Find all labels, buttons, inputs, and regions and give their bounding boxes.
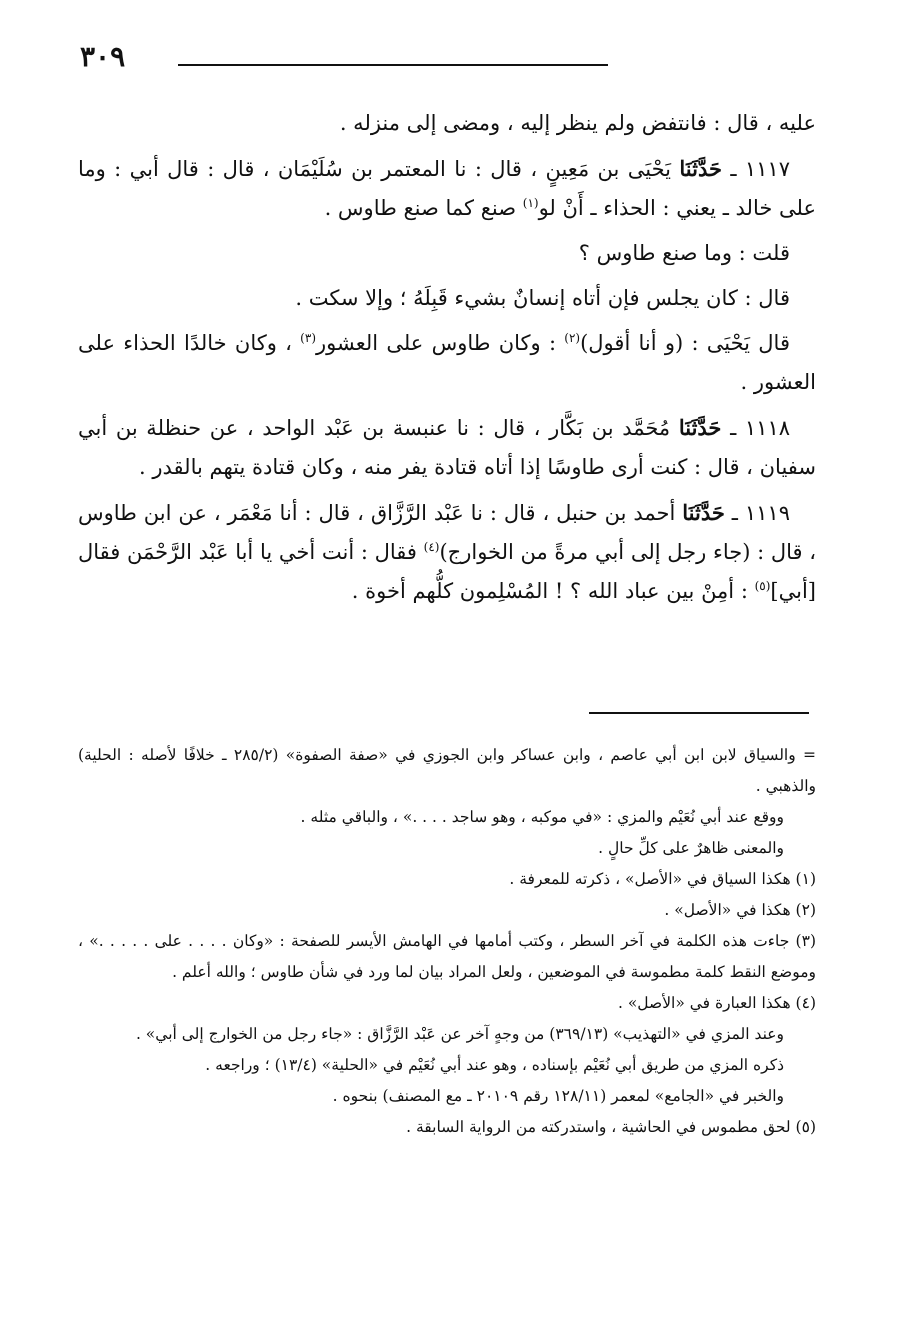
footnote-4-detail: والخبر في «الجامع» لمعمر (١٢٨/١١ رقم ٢٠١٠٩ ـ مع المصنف) بنحوه . — [332, 1087, 784, 1105]
hadith-line: قلت : وما صنع طاوس ؟ — [578, 241, 790, 265]
footnote-4-detail: وعند المزي في «التهذيب» (٣٦٩/١٣) من وجهٍ آخر عن عَبْد الرَّزَّاق : «جاء رجل من الخوارج إلى أبي» . — [135, 1025, 784, 1043]
hadith-number: ١١١٧ ـ — [730, 157, 790, 181]
hadith-text: فقال : أنت أخي يا أبا عَبْد الرَّحْمَن فقال [أبي] — [78, 540, 816, 603]
footnote-4-detail: ذكره المزي من طريق أبي نُعَيْم بإسناده ، وهو عند أبي نُعَيْم في «الحلية» (١٣/٤) ؛ وراجعه . — [205, 1056, 784, 1074]
footnote-continuation: ووقع عند أبي نُعَيْم والمزي : «في موكبه ، وهو ساجد . . . .» ، والباقي مثله . — [300, 808, 784, 826]
footnote-ref: (١) — [522, 196, 539, 210]
footnote-continuation: والمعنى ظاهرٌ على كلِّ حالٍ . — [598, 839, 784, 857]
hadith-text: مُحَمَّد بن بَكَّار ، قال : نا عنبسة بن عَبْد الواحد ، عن حنظلة بن أبي سفيان ، قال : كنت أرى طاوسًا إذا أتاه قتادة يفر منه ، وكان قتادة يتهم بالقدر . — [78, 416, 816, 479]
hadith-number: ١١١٩ ـ — [731, 501, 790, 525]
page-number: ٣٠٩ — [80, 40, 126, 73]
hadith-line: قال يَحْيَى : (و أنا أقول)$^{(٢)}$ : وكان طاوس على العشور$^{(٣)}$ ، وكان خالدًا الحذاء على العشور . — [78, 331, 816, 394]
hadith-number: ١١١٨ ـ — [730, 416, 791, 440]
hadith-1119 — [78, 493, 816, 611]
hadith-text: صنع كما صنع طاوس . — [324, 196, 517, 220]
footnotes — [78, 740, 816, 1143]
footnote-5: (٥) لحق مطموس في الحاشية ، واستدركته من الرواية السابقة . — [406, 1118, 816, 1136]
hadith-text: يَحْيَى بن مَعِينٍ ، قال : نا المعتمر بن سُلَيْمَان ، قال : قال أبي : وما على خالد ـ يعني : الحذاء ـ أَنْ لو — [78, 157, 816, 220]
paragraph-continuation: عليه ، قال : فانتفض ولم ينظر إليه ، ومضى إلى منزله . — [339, 111, 816, 135]
footnote-2: (٢) هكذا في «الأصل» . — [664, 901, 816, 919]
hadith-text: أحمد بن حنبل ، قال : نا عَبْد الرَّزَّاق ، قال : أنا مَعْمَر ، عن ابن طاوس ، قال : (جاء رجل إلى أبي مرةً من الخوارج) — [78, 501, 816, 564]
footnote-4: (٤) هكذا العبارة في «الأصل» . — [617, 994, 816, 1012]
footnote-ref: (٤) — [423, 540, 440, 554]
footnote-3: (٣) جاءت هذه الكلمة في آخر السطر ، وكتب أمامها في الهامش الأيسر للصفحة : «وكان . . . . على . . . . .» ، وموضع النقط كلمة مطموسة في الموضعين ، ولعل المراد بيان لما ورد في شأن طاوس ؛ والله أعلم . — [78, 932, 816, 981]
footnote-ref: (٢) — [564, 331, 581, 345]
hadith-opening: حَدَّثَنَا — [678, 415, 722, 440]
main-text — [78, 104, 816, 617]
hadith-text: : أمِنْ بين عباد الله ؟ ! المُسْلِمون كلُّهم أخوة . — [351, 579, 748, 603]
footnote-separator — [589, 712, 809, 714]
hadith-opening: حَدَّثَنَا — [682, 500, 725, 525]
hadith-line: قال : كان يجلس فإن أتاه إنسانٌ بشيء قَبِلَهُ ؛ وإلا سكت . — [295, 286, 790, 310]
hadith-opening: حَدَّثَنَا — [679, 156, 722, 181]
header-rule — [178, 64, 608, 66]
footnote-continuation: = والسياق لابن ابن أبي عاصم ، وابن عساكر وابن الجوزي في «صفة الصفوة» (٢٨٥/٢ ـ خلافًا لأصله : الحلية) والذهبي . — [78, 746, 816, 795]
footnote-ref: (٥) — [754, 579, 771, 593]
footnote-ref: (٣) — [300, 331, 316, 345]
hadith-1117 — [78, 149, 816, 228]
hadith-1118 — [78, 408, 816, 487]
footnote-1: (١) هكذا السياق في «الأصل» ، ذكرته للمعرفة . — [509, 870, 816, 888]
